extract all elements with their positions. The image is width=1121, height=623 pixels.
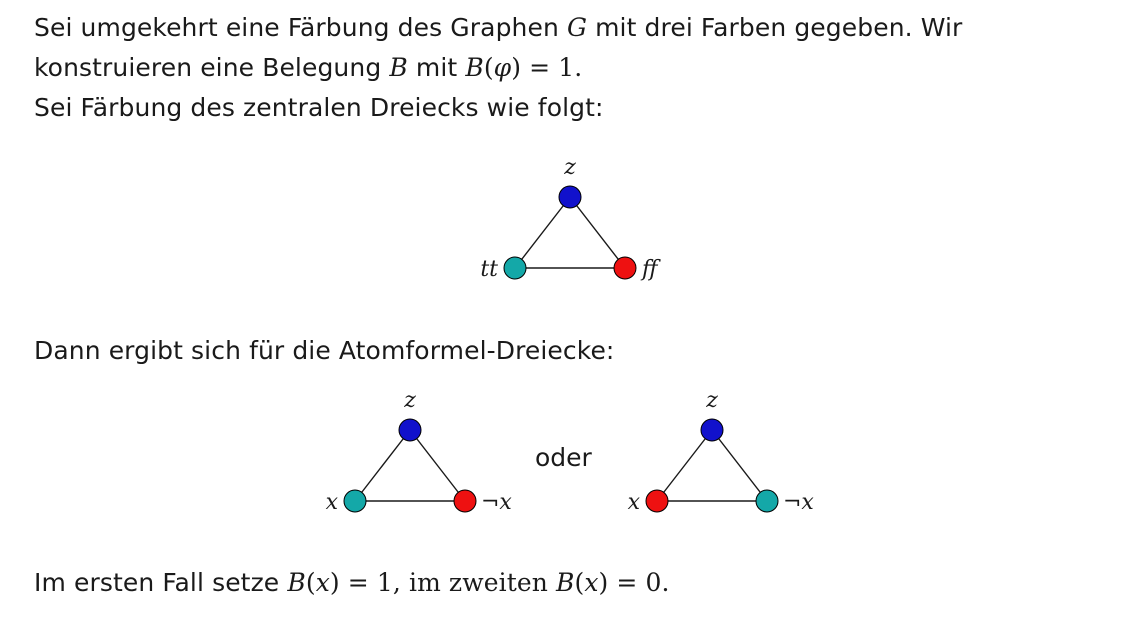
paragraph-5-text-b: ) = 1, im zweiten [329, 568, 556, 597]
node-x [344, 490, 366, 512]
node-not-x [454, 490, 476, 512]
paren-open-2: ( [305, 568, 316, 597]
label-z: z [564, 155, 576, 180]
formula-symbol-phi: φ [493, 53, 512, 82]
atom-triangle-right-svg [610, 390, 840, 530]
connector-oder: oder [535, 443, 592, 472]
label-not-x: ¬x [481, 490, 512, 515]
paragraph-1-text-a: Sei umgekehrt eine Färbung des Graphen [34, 13, 567, 42]
paragraph-5-text-c: ) = 0. [598, 568, 670, 597]
node-ff [614, 257, 636, 279]
graph-symbol-g: G [566, 13, 588, 42]
node-z [399, 419, 421, 441]
atom-triangle-left-svg [300, 390, 530, 530]
node-x [646, 490, 668, 512]
node-tt [504, 257, 526, 279]
label-tt: tt [480, 257, 498, 282]
label-x: x [627, 490, 640, 515]
label-x: x [325, 490, 338, 515]
paragraph-2-text-c: ) = 1. [511, 53, 583, 82]
atom-triangle-left-figure [300, 390, 530, 530]
assignment-symbol-b-3: B [287, 568, 306, 597]
paragraph-2-text-a: konstruieren eine Belegung [34, 53, 390, 82]
label-ff: ff [642, 257, 658, 282]
node-z [701, 419, 723, 441]
paren-open-3: ( [574, 568, 585, 597]
node-not-x [756, 490, 778, 512]
central-triangle-figure [455, 155, 685, 295]
paragraph-2 [34, 50, 582, 86]
variable-x-2: x [584, 568, 599, 597]
paragraph-4: Dann ergibt sich für die Atomformel-Dreiecke: [34, 336, 615, 365]
assignment-symbol-b-1: B [389, 53, 408, 82]
paren-open-1: ( [483, 53, 494, 82]
assignment-symbol-b-4: B [555, 568, 575, 597]
central-triangle-svg [455, 155, 685, 295]
variable-x-1: x [315, 568, 330, 597]
paragraph-5-text-a: Im ersten Fall setze [34, 568, 288, 597]
paragraph-1-text-b: mit drei Farben gegeben. Wir [587, 13, 963, 42]
assignment-symbol-b-2: B [465, 53, 484, 82]
paragraph-5 [34, 565, 670, 601]
atom-triangle-right-figure [610, 390, 840, 530]
label-z: z [706, 388, 718, 413]
paragraph-1 [34, 10, 962, 46]
paragraph-3: Sei Färbung des zentralen Dreiecks wie folgt: [34, 93, 604, 122]
node-z [559, 186, 581, 208]
paragraph-2-text-b: mit [407, 53, 466, 82]
label-z: z [404, 388, 416, 413]
label-not-x: ¬x [783, 490, 814, 515]
